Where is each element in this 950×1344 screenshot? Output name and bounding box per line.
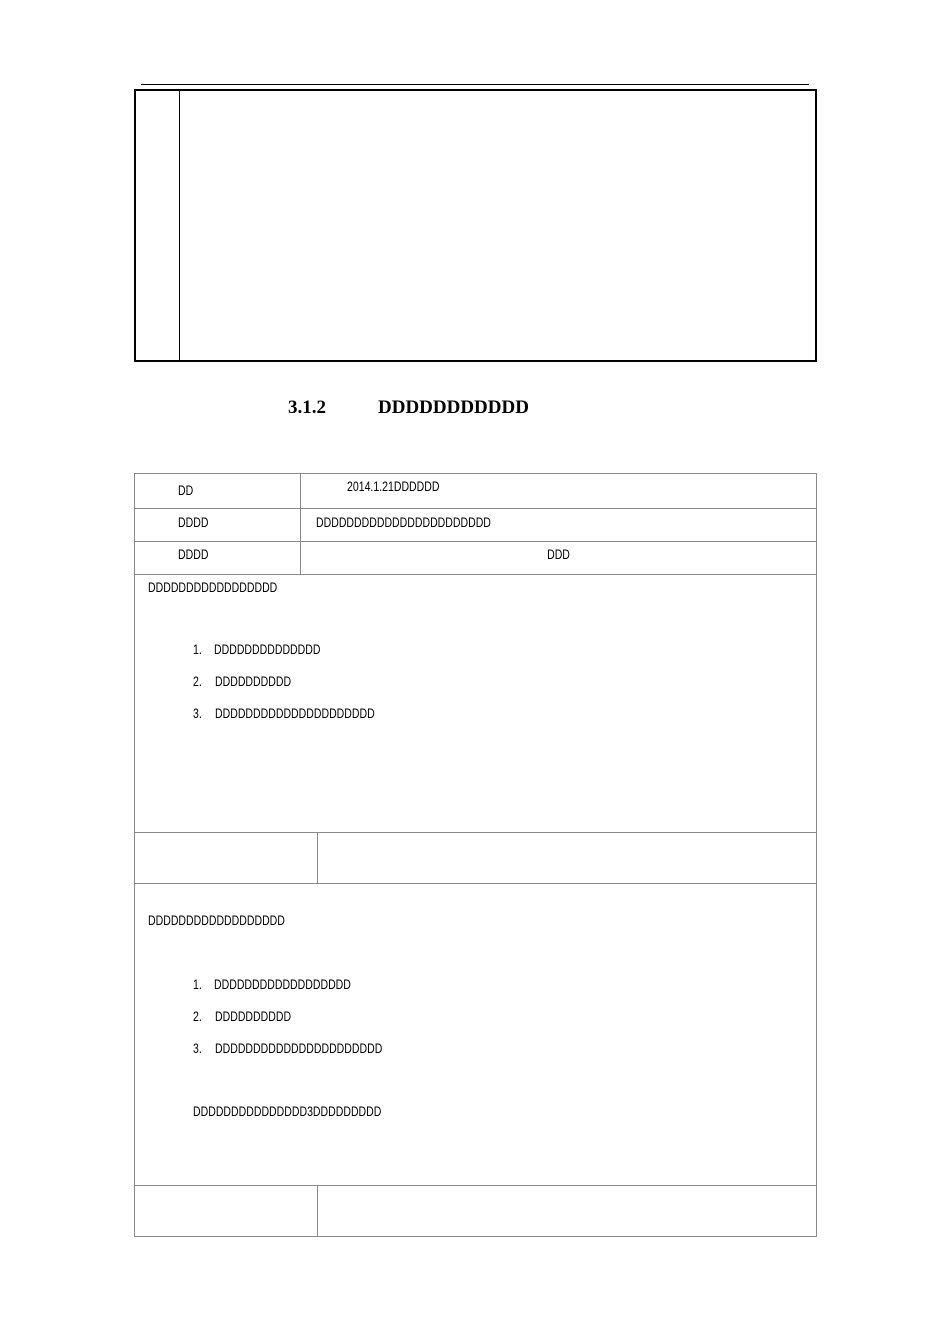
row-2-label-cell bbox=[134, 508, 301, 542]
row-date-label-cell bbox=[134, 473, 301, 509]
block-1-item-3-text: DDDDDDDDDDDDDDDDDDDDD bbox=[215, 706, 375, 721]
row-3-value: DDD bbox=[547, 547, 570, 562]
block-1-footer-value-cell bbox=[317, 832, 817, 884]
row-date-value: 2014.1.21DDDDDD bbox=[347, 479, 440, 494]
block-1-item-1-num: 1. bbox=[193, 642, 202, 657]
block-2-intro: DDDDDDDDDDDDDDDDDD bbox=[148, 913, 285, 928]
row-date-value-cell bbox=[300, 473, 817, 509]
content-block-1 bbox=[134, 574, 817, 833]
row-2-label: DDDD bbox=[178, 515, 209, 530]
block-2-item-1-num: 1. bbox=[193, 977, 202, 992]
block-2-item-2-text: DDDDDDDDDD bbox=[215, 1009, 292, 1024]
block-2-footer-label-cell bbox=[134, 1185, 318, 1237]
block-2-item-2-num: 2. bbox=[193, 1009, 202, 1024]
block-1-item-2-text: DDDDDDDDDD bbox=[215, 674, 292, 689]
block-2-item-3-num: 3. bbox=[193, 1041, 202, 1056]
block-2-note: DDDDDDDDDDDDDDD3DDDDDDDDD bbox=[193, 1104, 382, 1119]
section-title: DDDDDDDDDDD bbox=[378, 397, 529, 418]
row-3-label-cell bbox=[134, 541, 301, 575]
block-1-item-1-text: DDDDDDDDDDDDDD bbox=[214, 642, 321, 657]
content-block-2 bbox=[134, 883, 817, 1186]
row-date-label: DD bbox=[178, 483, 194, 498]
row-3-label: DDDD bbox=[178, 547, 209, 562]
block-1-intro: DDDDDDDDDDDDDDDDD bbox=[148, 580, 278, 595]
row-2-value: DDDDDDDDDDDDDDDDDDDDDDD bbox=[316, 515, 491, 530]
block-2-footer-value-cell bbox=[317, 1185, 817, 1237]
row-2-value-cell bbox=[300, 508, 817, 542]
comment-box bbox=[134, 89, 817, 362]
block-1-footer-label-cell bbox=[134, 832, 318, 884]
block-1-item-2-num: 2. bbox=[193, 674, 202, 689]
comment-box-divider bbox=[179, 91, 180, 360]
row-3-value-cell bbox=[300, 541, 817, 575]
section-number: 3.1.2 bbox=[288, 397, 326, 418]
header-rule bbox=[141, 84, 809, 85]
block-1-item-3-num: 3. bbox=[193, 706, 202, 721]
block-2-item-3-text: DDDDDDDDDDDDDDDDDDDDDD bbox=[215, 1041, 383, 1056]
block-2-item-1-text: DDDDDDDDDDDDDDDDDD bbox=[214, 977, 351, 992]
